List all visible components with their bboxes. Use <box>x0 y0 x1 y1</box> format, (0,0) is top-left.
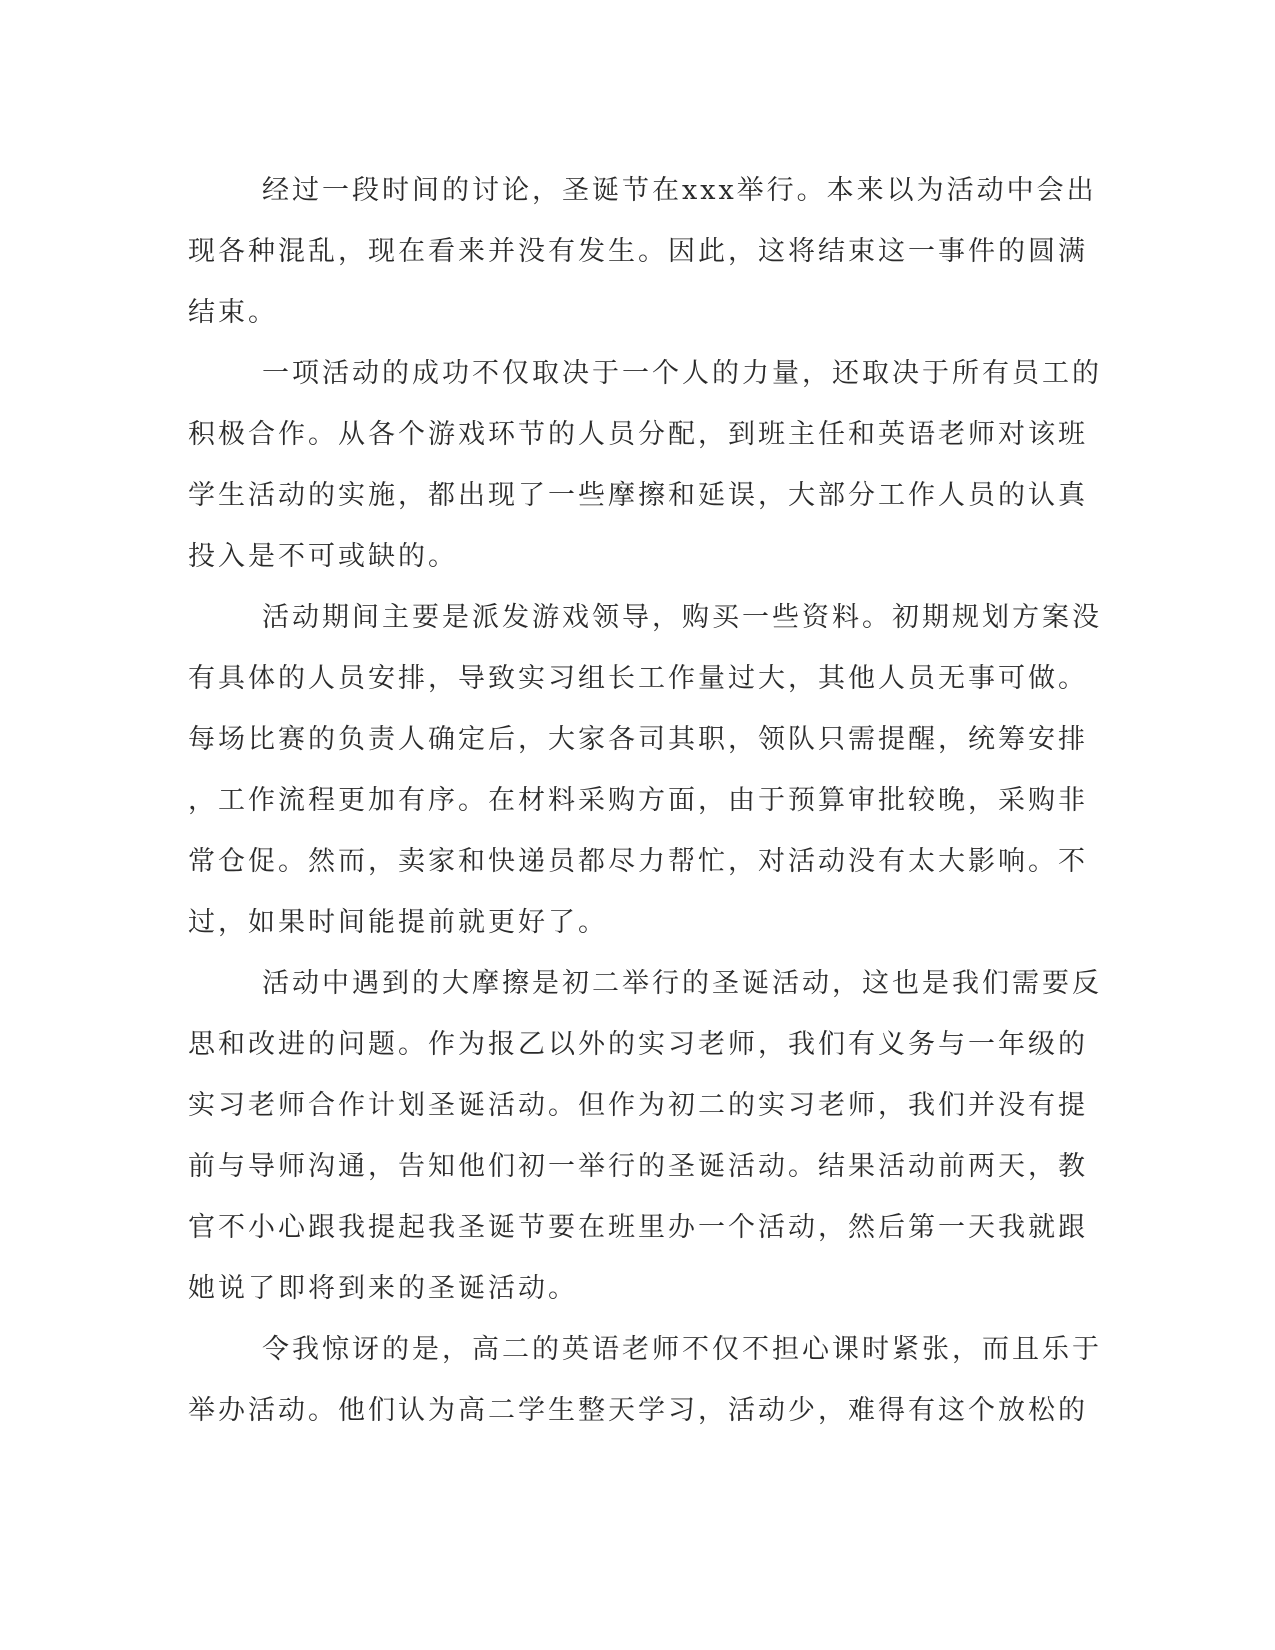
paragraph-line: 前与导师沟通，告知他们初一举行的圣诞活动。结果活动前两天，教 <box>188 1151 1088 1182</box>
paragraph-line: 举办活动。他们认为高二学生整天学习，活动少，难得有这个放松的 <box>188 1395 1088 1426</box>
paragraph-5 <box>188 1319 1102 1441</box>
paragraph-line: 实习老师合作计划圣诞活动。但作为初二的实习老师，我们并没有提 <box>188 1090 1088 1121</box>
paragraph-line: 现各种混乱，现在看来并没有发生。因此，这将结束这一事件的圆满 <box>188 236 1088 267</box>
paragraph-line: 常仓促。然而，卖家和快递员都尽力帮忙，对活动没有太大影响。不 <box>188 846 1088 877</box>
paragraph-4 <box>188 953 1102 1319</box>
paragraph-1 <box>188 160 1097 343</box>
paragraph-2 <box>188 343 1102 587</box>
paragraph-line: 投入是不可或缺的。 <box>188 541 458 572</box>
paragraph-line: 积极合作。从各个游戏环节的人员分配，到班主任和英语老师对该班 <box>188 419 1088 450</box>
paragraph-line: 过，如果时间能提前就更好了。 <box>188 907 608 938</box>
paragraph-line: 一项活动的成功不仅取决于一个人的力量，还取决于所有员工的 <box>262 358 1102 389</box>
paragraph-line: 令我惊讶的是，高二的英语老师不仅不担心课时紧张，而且乐于 <box>262 1334 1102 1365</box>
paragraph-line: 有具体的人员安排，导致实习组长工作量过大，其他人员无事可做。 <box>188 663 1088 694</box>
paragraph-line: 思和改进的问题。作为报乙以外的实习老师，我们有义务与一年级的 <box>188 1029 1088 1060</box>
paragraph-line: 经过一段时间的讨论，圣诞节在xxx举行。本来以为活动中会出 <box>262 175 1097 206</box>
document-body <box>188 160 1102 1441</box>
paragraph-3 <box>188 587 1102 953</box>
paragraph-line: 活动中遇到的大摩擦是初二举行的圣诞活动，这也是我们需要反 <box>262 968 1102 999</box>
paragraph-line: 活动期间主要是派发游戏领导，购买一些资料。初期规划方案没 <box>262 602 1102 633</box>
paragraph-line: 学生活动的实施，都出现了一些摩擦和延误，大部分工作人员的认真 <box>188 480 1088 511</box>
paragraph-line: 每场比赛的负责人确定后，大家各司其职，领队只需提醒，统筹安排 <box>188 724 1088 755</box>
paragraph-line: 官不小心跟我提起我圣诞节要在班里办一个活动，然后第一天我就跟 <box>188 1212 1088 1243</box>
paragraph-line: ，工作流程更加有序。在材料采购方面，由于预算审批较晚，采购非 <box>188 785 1088 816</box>
paragraph-line: 结束。 <box>188 297 278 328</box>
paragraph-line: 她说了即将到来的圣诞活动。 <box>188 1273 578 1304</box>
